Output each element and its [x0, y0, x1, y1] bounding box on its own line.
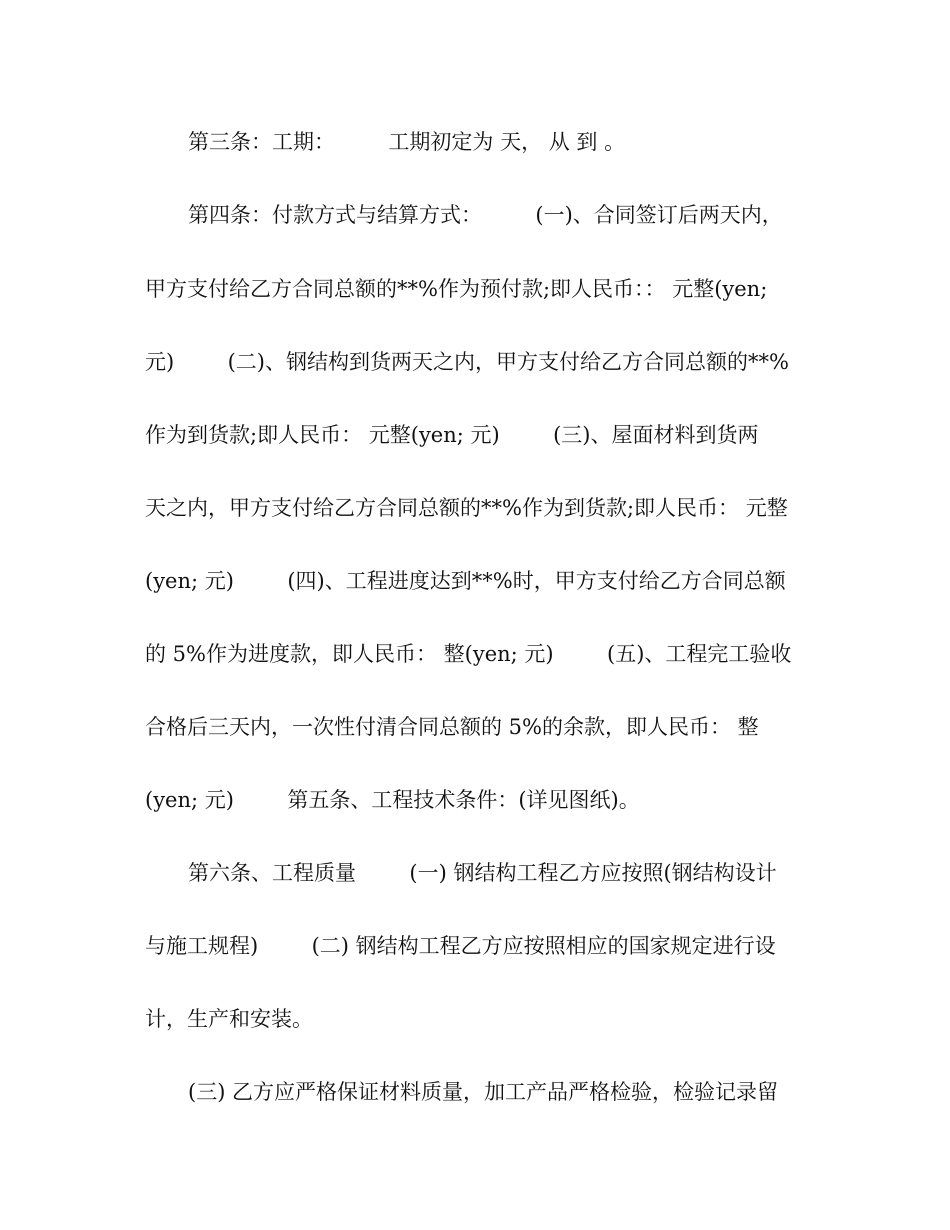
text-line: (三) 乙方应严格保证材料质量，加工产品严格检验，检验记录留 — [188, 1080, 779, 1104]
text-line: 第六条、工程质量 (一) 钢结构工程乙方应按照(钢结构设计 — [188, 861, 777, 885]
text-line: 天之内，甲方支付给乙方合同总额的**%作为到货款;即人民币： 元整 — [145, 496, 788, 520]
text-line: 与施工规程) (二) 钢结构工程乙方应按照相应的国家规定进行设 — [145, 934, 776, 958]
text-line: 作为到货款;即人民币： 元整(yen; 元) (三)、屋面材料到货两 — [145, 423, 759, 447]
text-line: 的 5%作为进度款，即人民币： 整(yen; 元) (五)、工程完工验收 — [145, 642, 792, 666]
text-line: 甲方支付给乙方合同总额的**%作为预付款;即人民币：： 元整(yen; — [145, 277, 768, 301]
text-line: 第四条：付款方式与结算方式： (一)、合同签订后两天内， — [188, 203, 783, 227]
text-line: (yen; 元) 第五条、工程技术条件：(详见图纸)。 — [145, 788, 640, 812]
text-line: 第三条：工期： 工期初定为 天， 从 到 。 — [188, 130, 626, 154]
text-line: (yen; 元) (四)、工程进度达到**%时，甲方支付给乙方合同总额 — [145, 569, 786, 593]
text-line: 计，生产和安装。 — [145, 1007, 313, 1031]
text-line: 元) (二)、钢结构到货两天之内，甲方支付给乙方合同总额的**% — [145, 350, 789, 374]
text-line: 合格后三天内，一次性付清合同总额的 5%的余款，即人民币： 整 — [145, 715, 759, 739]
